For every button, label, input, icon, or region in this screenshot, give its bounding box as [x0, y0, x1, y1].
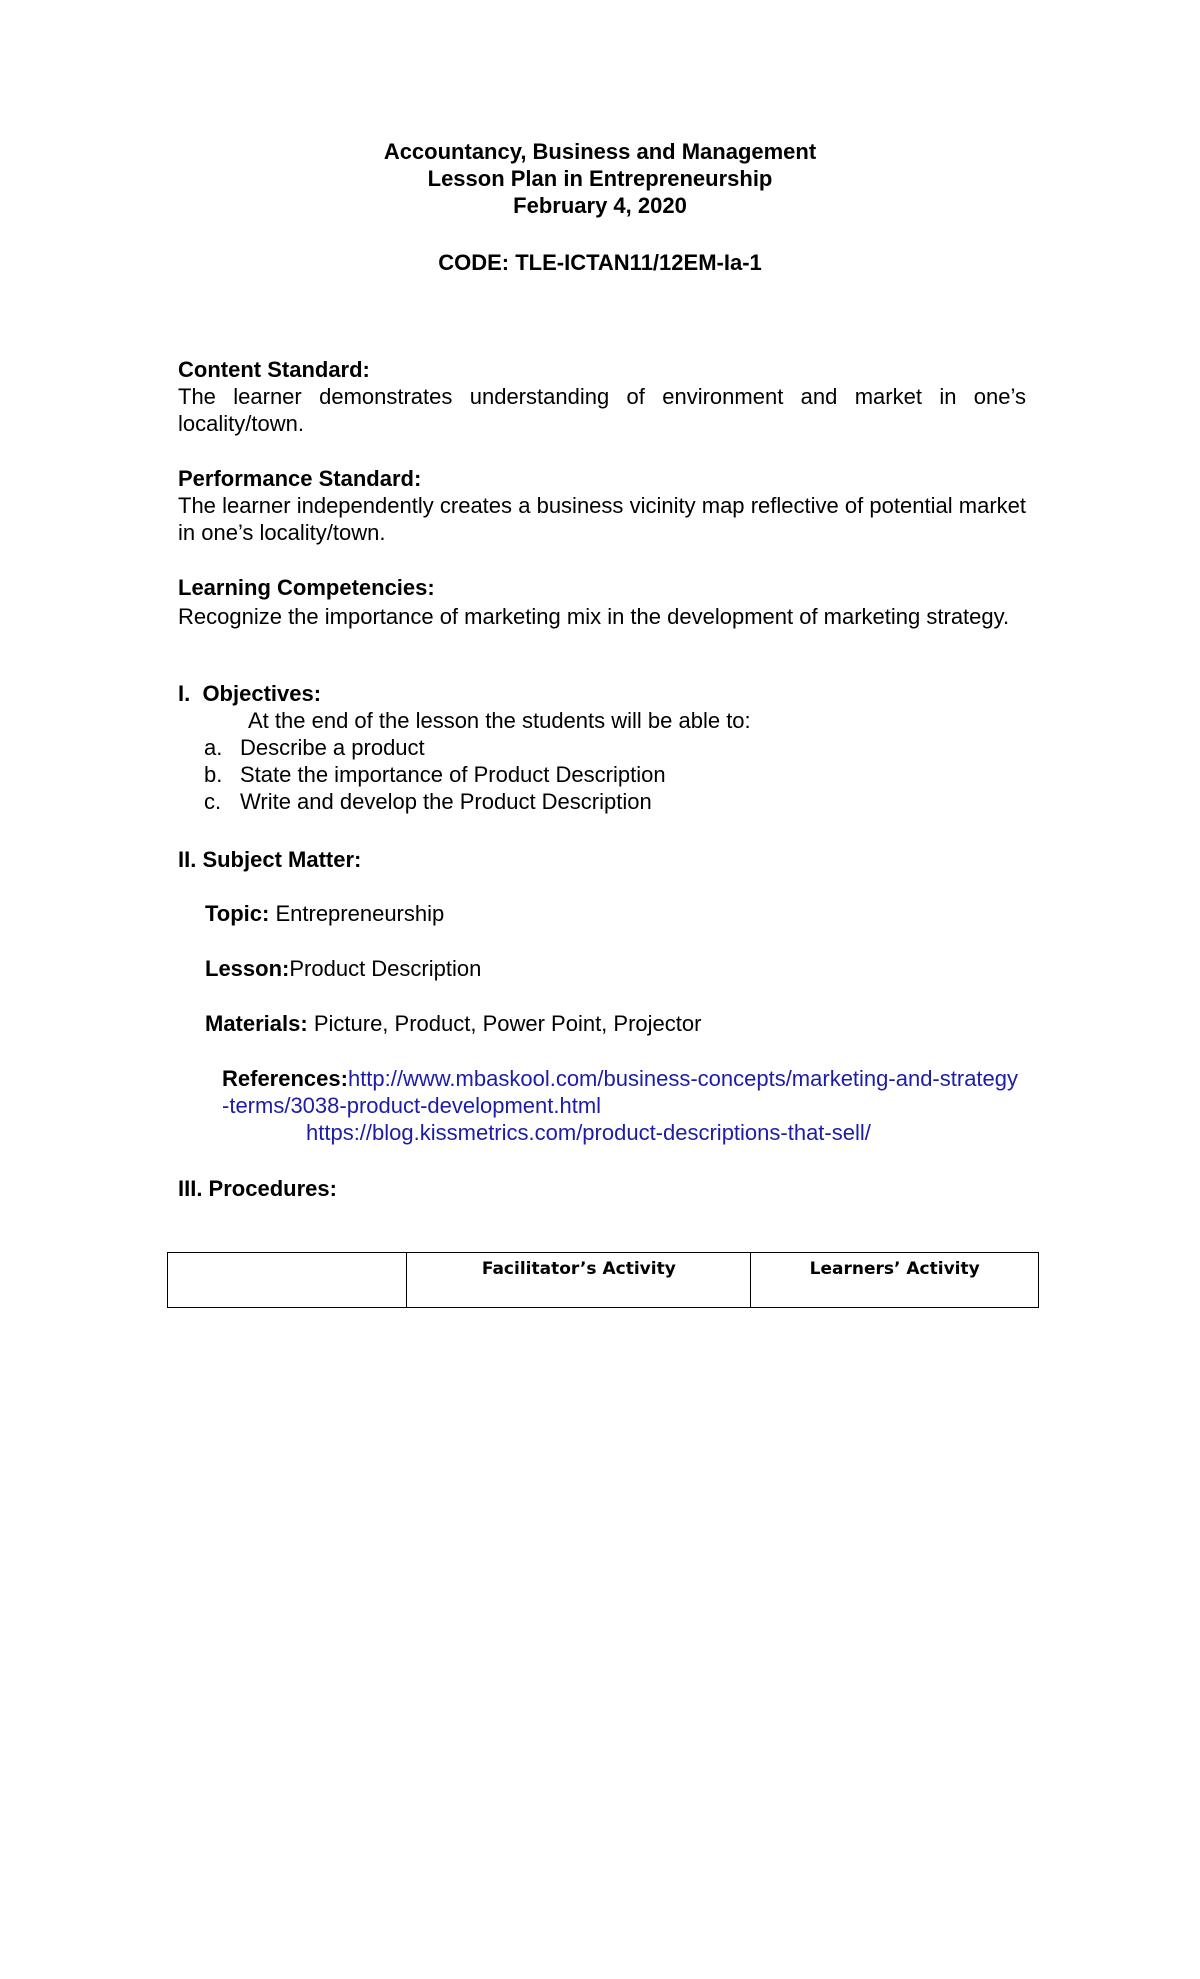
learning-competencies-text: Recognize the importance of marketing mix in the development of marketing strategy. — [178, 604, 1010, 629]
table-header-blank — [168, 1253, 407, 1308]
materials-line — [205, 1010, 701, 1037]
objective-text: State the importance of Product Description — [240, 762, 666, 787]
table-header-facilitator: Facilitator’s Activity — [407, 1253, 751, 1308]
topic-line — [205, 900, 444, 927]
objective-item — [178, 734, 751, 761]
objectives-intro: At the end of the lesson the students will be able to: — [248, 708, 751, 733]
lesson-label: Lesson: — [205, 956, 290, 981]
objective-item — [178, 788, 751, 815]
content-standard-section — [178, 356, 1026, 437]
performance-standard-section — [178, 465, 1026, 546]
lesson-value: Product Description — [289, 956, 482, 981]
subject-matter-heading-block — [178, 846, 1026, 873]
objective-letter: a. — [204, 735, 223, 760]
reference-link-2[interactable]: https://blog.kissmetrics.com/product-descriptions-that-sell/ — [306, 1120, 871, 1145]
topic-label: Topic: — [205, 901, 270, 926]
table-header-row — [168, 1253, 1039, 1308]
lesson-line — [205, 955, 481, 982]
performance-standard-heading: Performance Standard: — [178, 466, 422, 491]
document-header — [0, 138, 1200, 219]
reference-link-1[interactable]: http://www.mbaskool.com/business-concepts/marketing-and-strategy-terms/3038-product-development.html — [222, 1066, 1019, 1118]
objective-text: Describe a product — [240, 735, 425, 760]
lesson-plan-title: Lesson Plan in Entrepreneurship — [427, 166, 773, 191]
learning-competencies-heading: Learning Competencies: — [178, 575, 435, 600]
objective-item — [178, 761, 751, 788]
objective-text: Write and develop the Product Description — [240, 789, 652, 814]
materials-label: Materials: — [205, 1011, 308, 1036]
topic-value: Entrepreneurship — [269, 901, 445, 926]
procedures-table — [167, 1252, 1039, 1308]
references-label: References: — [222, 1066, 348, 1091]
objectives-section — [178, 680, 751, 815]
objectives-heading: I. Objectives: — [178, 681, 322, 706]
lesson-date: February 4, 2020 — [513, 193, 687, 218]
materials-value: Picture, Product, Power Point, Projector — [307, 1011, 702, 1036]
content-standard-heading: Content Standard: — [178, 357, 370, 382]
procedures-heading-block — [178, 1175, 1026, 1202]
procedures-heading: III. Procedures: — [178, 1176, 337, 1201]
objective-letter: b. — [204, 762, 223, 787]
content-standard-text: The learner demonstrates understanding of environment and market in one’s locality/town. — [178, 384, 1026, 436]
subject-matter-heading: II. Subject Matter: — [178, 847, 362, 872]
objective-letter: c. — [204, 789, 222, 814]
lesson-code: CODE: TLE-ICTAN11/12EM-Ia-1 — [438, 250, 762, 275]
performance-standard-text: The learner independently creates a business vicinity map reflective of potential market in one’s locality/town. — [178, 493, 1026, 545]
references-block — [222, 1065, 1022, 1146]
learning-competencies-section — [178, 574, 1026, 632]
program-title: Accountancy, Business and Management — [383, 139, 817, 164]
table-header-learners: Learners’ Activity — [751, 1253, 1039, 1308]
